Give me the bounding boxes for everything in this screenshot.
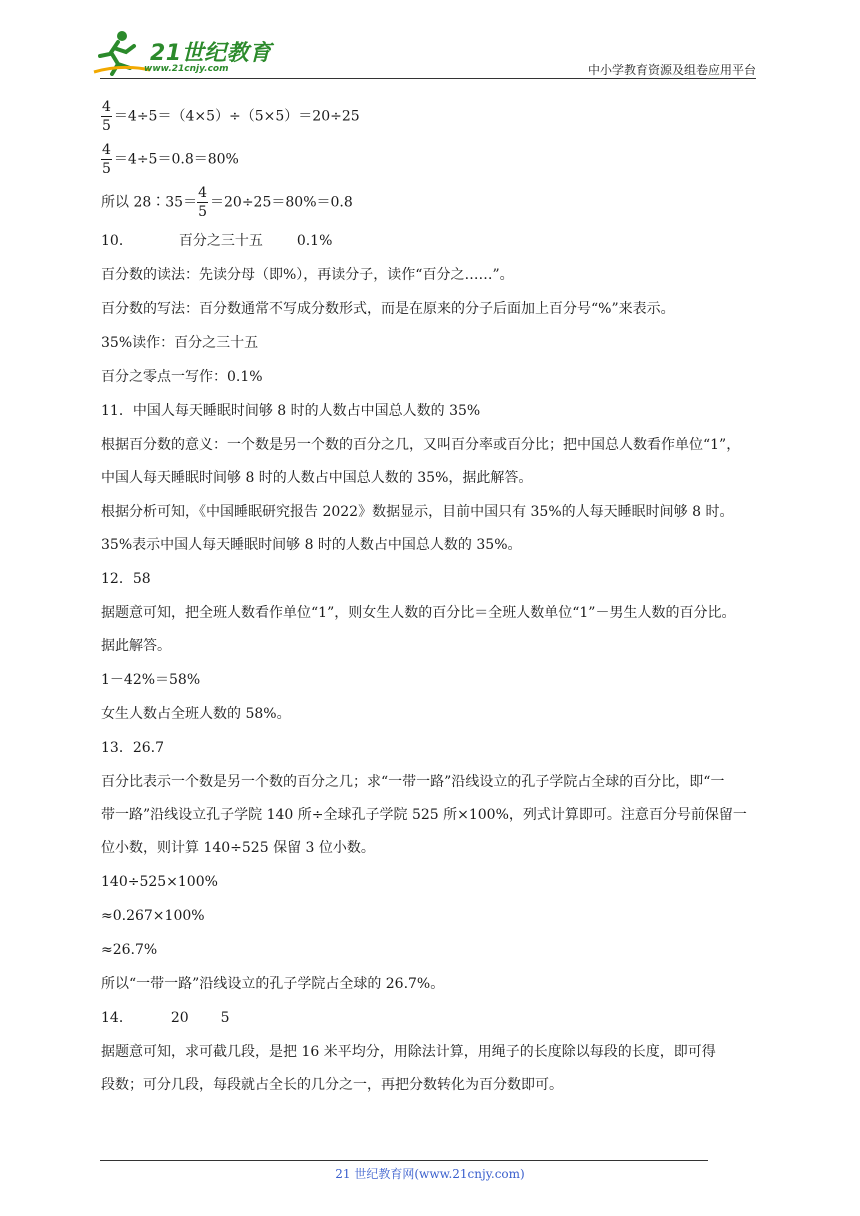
q12-explanation-1a: 据题意可知，把全班人数看作单位“1”，则女生人数的百分比＝全班人数单位“1”－男生人数的百分比。 bbox=[101, 605, 736, 621]
fraction: $\frac{4}{5}$ bbox=[198, 185, 208, 220]
equation-line-2: $\frac{4}{5}$ ＝4÷5＝0.8＝80% bbox=[102, 142, 239, 177]
q11-explanation-1b: 中国人每天睡眠时间够 8 时的人数占中国总人数的 35%，据此解答。 bbox=[101, 470, 533, 486]
question-13-answer: 13．26.7 bbox=[101, 740, 164, 756]
footer-divider bbox=[100, 1160, 708, 1161]
q10-explanation-2: 百分数的写法：百分数通常不写成分数形式，而是在原来的分子后面加上百分号“%”来表示。 bbox=[101, 301, 675, 317]
q12-conclusion: 女生人数占全班人数的 58%。 bbox=[101, 706, 291, 722]
q13-explanation-1b: 带一路”沿线设立孔子学院 140 所÷全球孔子学院 525 所×100%，列式计算即可。注意百分号前保留一 bbox=[101, 807, 747, 823]
question-12-answer: 12．58 bbox=[101, 571, 151, 587]
equation-line-3: 所以 28∶35＝ $\frac{4}{5}$ ＝20÷25＝80%＝0.8 bbox=[101, 185, 353, 220]
fraction: $\frac{4}{5}$ bbox=[102, 99, 111, 134]
logo-title: 21世纪教育 bbox=[150, 41, 272, 66]
q13-conclusion: 所以“一带一路”沿线设立的孔子学院占全球的 26.7%。 bbox=[101, 976, 445, 992]
fraction: $\frac{4}{5}$ bbox=[102, 142, 111, 177]
q13-explanation-1c: 位小数，则计算 140÷525 保留 3 位小数。 bbox=[101, 840, 375, 856]
q11-explanation-2b: 35%表示中国人每天睡眠时间够 8 时的人数占中国总人数的 35%。 bbox=[101, 537, 522, 553]
page-header bbox=[0, 0, 860, 80]
q14-explanation-1a: 据题意可知，求可截几段，是把 16 米平均分，用除法计算，用绳子的长度除以每段的长度，即可得 bbox=[101, 1044, 716, 1060]
q14-explanation-1b: 段数；可分几段，每段就占全长的几分之一，再把分数转化为百分数即可。 bbox=[101, 1077, 563, 1093]
q13-calculation-1: 140÷525×100% bbox=[101, 874, 218, 890]
q10-explanation-3: 35%读作：百分之三十五 bbox=[101, 335, 259, 351]
q11-explanation-2a: 根据分析可知，《中国睡眠研究报告 2022》数据显示，目前中国只有 35%的人每天睡眠时间够 8 时。 bbox=[101, 504, 734, 520]
q12-calculation: 1－42%＝58% bbox=[101, 672, 201, 688]
q10-explanation-1: 百分数的读法：先读分母（即%），再读分子，读作“百分之……”。 bbox=[101, 267, 514, 283]
q10-explanation-4: 百分之零点一写作：0.1% bbox=[101, 369, 263, 385]
question-10-answer: 10． 百分之三十五 0.1% bbox=[101, 233, 333, 249]
q13-explanation-1a: 百分比表示一个数是另一个数的百分之几；求“一带一路”沿线设立的孔子学院占全球的百分比，即“一 bbox=[101, 774, 725, 790]
equation-line-1: $\frac{4}{5}$ ＝4÷5＝（4×5）÷（5×5）＝20÷25 bbox=[102, 99, 360, 134]
footer-link[interactable]: 21 世纪教育网(www.21cnjy.com) bbox=[335, 1167, 525, 1181]
site-logo[interactable] bbox=[92, 28, 272, 78]
q13-calculation-2: ≈0.267×100% bbox=[101, 908, 205, 924]
logo-url: www.21cnjy.com bbox=[144, 64, 229, 74]
q12-explanation-1b: 据此解答。 bbox=[101, 638, 171, 654]
header-divider bbox=[100, 78, 756, 79]
q11-explanation-1a: 根据百分数的意义：一个数是另一个数的百分之几，又叫百分率或百分比；把中国总人数看作单位“1”， bbox=[101, 437, 741, 453]
header-platform-text: 中小学教育资源及组卷应用平台 bbox=[587, 63, 756, 77]
q13-calculation-3: ≈26.7% bbox=[101, 942, 158, 958]
runner-icon bbox=[92, 28, 152, 76]
answer-content bbox=[101, 98, 761, 1109]
question-14-answer: 14． 20 5 bbox=[101, 1010, 230, 1026]
question-11-answer: 11．中国人每天睡眠时间够 8 时的人数占中国总人数的 35% bbox=[101, 403, 481, 419]
